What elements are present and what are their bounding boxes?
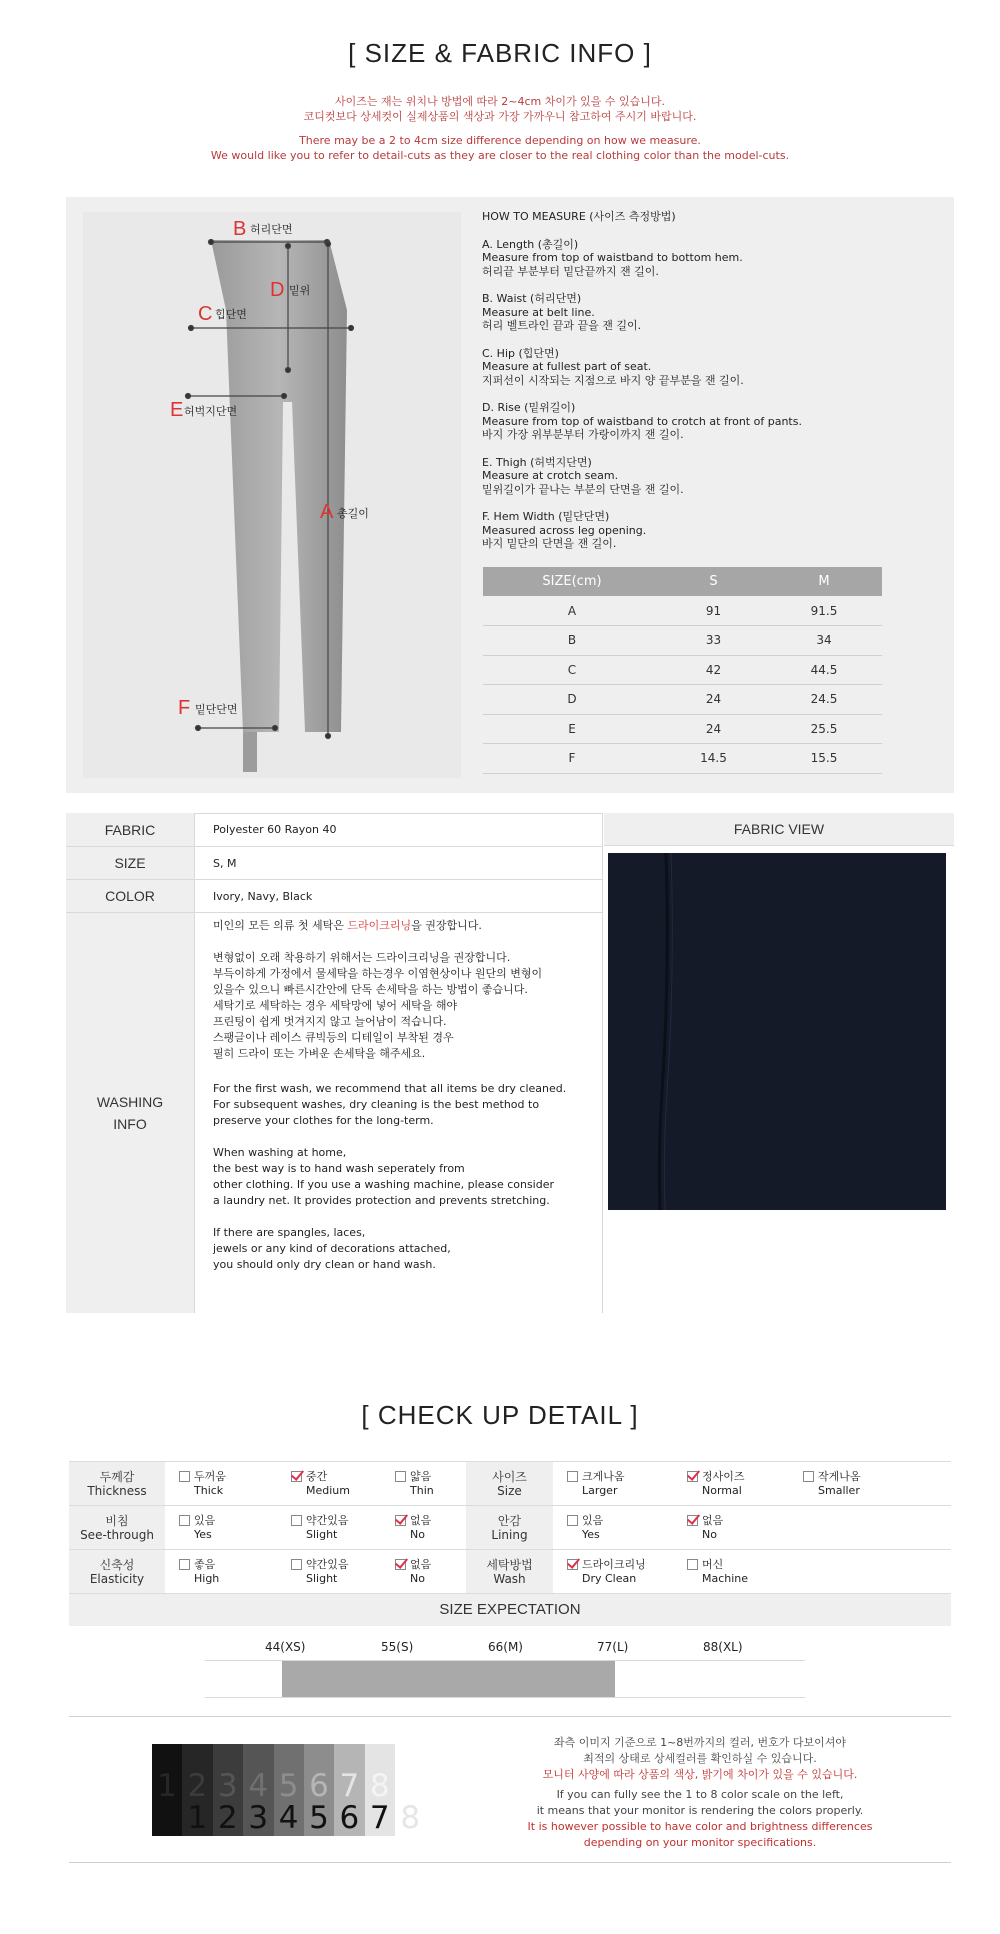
table-row (483, 714, 882, 744)
checkbox-smaller[interactable] (803, 1471, 814, 1482)
washing-en-line: For subsequent washes, dry cleaning is the best method to (213, 1098, 540, 1111)
table-cell: D (483, 685, 661, 715)
hanger-stand (243, 732, 257, 772)
color-scale-cell (274, 1744, 304, 1836)
check-row-thickness-size (69, 1462, 951, 1506)
washing-label-line: INFO (113, 1116, 147, 1132)
page-title: [ SIZE & FABRIC INFO ] (348, 38, 652, 68)
color-scale-cell (304, 1744, 334, 1836)
washing-en-line: a laundry net. It provides protection and prevents stretching. (213, 1194, 550, 1207)
color-scale-number: 5 (309, 1800, 329, 1836)
size-value: S, M (213, 857, 237, 870)
color-scale-cell (243, 1744, 273, 1836)
label-e-text: 허벅지단면 (184, 405, 238, 418)
checkbox-yes[interactable] (179, 1515, 190, 1526)
table-cell: 15.5 (766, 744, 882, 774)
color-value: Ivory, Navy, Black (213, 890, 313, 903)
color-scale-number: 8 (369, 1768, 390, 1804)
thickness-label: 두께감 Thickness (69, 1462, 165, 1506)
note-en-warning: depending on your monitor specifications. (583, 1836, 817, 1849)
check-up-table (69, 1461, 951, 1594)
how-to-measure-heading: HOW TO MEASURE (사이즈 측정방법) (482, 210, 676, 223)
size-range-bar (282, 1661, 615, 1697)
guide-en: Measure from top of waistband to bottom hem. (482, 251, 743, 264)
fabric-swatch (608, 853, 946, 1210)
table-cell: 91 (661, 596, 766, 626)
color-scale-number: 4 (248, 1768, 269, 1804)
guide-item (482, 510, 942, 551)
empty-cell (789, 1550, 951, 1594)
guide-kr: 허리 벨트라인 끝과 끝을 잰 길이. (482, 319, 642, 332)
table-cell: C (483, 655, 661, 685)
checkbox-larger[interactable] (567, 1471, 578, 1482)
see-through-label: 비침 See-through (69, 1506, 165, 1550)
guide-en: Measured across leg opening. (482, 523, 647, 537)
checkbox-normal-checked[interactable] (687, 1471, 698, 1482)
washing-en-line: preserve your clothes for the long-term. (213, 1114, 434, 1127)
size-label-xs: 44(XS) (265, 1640, 306, 1654)
guide-en: Measure from top of waistband to crotch at front of pants. (482, 414, 802, 428)
color-scale-cell (365, 1744, 395, 1836)
option-lining-yes[interactable]: 있음 Yes (553, 1506, 673, 1550)
washing-kr-line: 변형없이 오래 착용하기 위해서는 드라이크리닝을 권장합니다. (213, 951, 511, 964)
table-cell: 14.5 (661, 744, 766, 774)
size-label-xl: 88(XL) (703, 1640, 743, 1654)
guide-en: Measure at crotch seam. (482, 469, 619, 482)
label-b-text: 허리단면 (250, 223, 293, 236)
checkbox-elastic-no-checked[interactable] (395, 1559, 406, 1570)
label-a-text: 총길이 (337, 507, 369, 520)
color-scale-cell (152, 1744, 182, 1836)
washing-first-pre: 미인의 모든 의류 첫 세탁은 (213, 919, 348, 932)
washing-kr-line: 스팽글이나 레이스 큐빅등의 디테일이 부착된 경우 (213, 1031, 454, 1044)
option-elastic-slight[interactable]: 약간있음 Slight (277, 1550, 395, 1594)
guide-en: Measure at belt line. (482, 305, 595, 319)
guide-kr: 바지 밑단의 단면을 잰 길이. (482, 537, 617, 550)
option-thin[interactable]: 얇음 Thin (395, 1462, 466, 1506)
note-kr-line: 좌측 이미지 기준으로 1~8번까지의 컬러, 번호가 다보이셔야 (553, 1736, 847, 1749)
table-row (483, 655, 882, 685)
fabric-info-section (66, 813, 954, 1313)
washing-en-line: jewels or any kind of decorations attached, (213, 1242, 451, 1255)
washing-label-line: WASHING (96, 1094, 164, 1110)
table-cell: 42 (661, 655, 766, 685)
color-scale-number: 1 (187, 1800, 208, 1836)
option-dry-clean[interactable]: 드라이크리닝 Dry Clean (553, 1550, 673, 1594)
size-table-header (483, 567, 882, 596)
checkbox-thick[interactable] (179, 1471, 190, 1482)
color-scale-cell (334, 1744, 364, 1836)
color-label: COLOR (66, 880, 194, 912)
guide-title: F. Hem Width (밑단단면) (482, 510, 610, 523)
table-cell: 25.5 (766, 714, 882, 744)
option-slight[interactable]: 약간있음 Slight (277, 1506, 395, 1550)
measure-section (66, 197, 954, 793)
washing-kr-line: 부득이하게 가정에서 물세탁을 하는경우 이염현상이나 원단의 변형이 (213, 967, 543, 980)
pants-diagram (83, 212, 461, 778)
color-scale-number: 7 (339, 1768, 360, 1804)
washing-kr-line: 필히 드라이 또는 가벼운 손세탁을 해주세요. (213, 1047, 426, 1060)
option-thick[interactable]: 두꺼움 Thick (165, 1462, 277, 1506)
color-scale-number: 2 (187, 1768, 208, 1804)
guide-item (482, 456, 942, 497)
guide-title: B. Waist (허리단면) (482, 292, 582, 305)
note-en-line: If you can fully see the 1 to 8 color scale on the left, (556, 1788, 844, 1801)
guide-title: D. Rise (밑위길이) (482, 401, 576, 414)
color-scale-number: 6 (339, 1800, 360, 1836)
washing-en-line: For the first wash, we recommend that all items be dry cleaned. (213, 1082, 567, 1095)
table-cell: B (483, 626, 661, 656)
header-cell: SIZE(cm) (483, 567, 661, 596)
table-cell: 24 (661, 714, 766, 744)
color-scale-number: 7 (369, 1800, 390, 1836)
table-cell: 34 (766, 626, 882, 656)
guide-kr: 허리끝 부분부터 밑단끝까지 잰 길이. (482, 264, 659, 278)
color-scale-cell (395, 1744, 425, 1836)
size-label: SIZE (66, 847, 194, 879)
fabric-texture (608, 853, 946, 1210)
label-e-letter: E (170, 399, 184, 421)
size-notice-kr (0, 94, 1000, 124)
checkbox-thin[interactable] (395, 1471, 406, 1482)
label-c-text: 힙단면 (215, 308, 247, 321)
checkbox-medium-checked[interactable] (291, 1471, 302, 1482)
washing-kr-line: 있을수 있으니 빠른시간안에 단독 손세탁을 하는 방법이 좋습니다. (213, 983, 528, 996)
guide-kr: 밑위길이가 끝나는 부분의 단면을 잰 길이. (482, 482, 684, 496)
washing-first-post: 을 권장합니다. (411, 919, 482, 932)
table-cell: F (483, 744, 661, 774)
fabric-label: FABRIC (66, 813, 194, 846)
option-yes[interactable]: 있음 Yes (165, 1506, 277, 1550)
table-cell: 33 (661, 626, 766, 656)
check-up-title: [ CHECK UP DETAIL ] (361, 1400, 639, 1430)
table-cell: 44.5 (766, 655, 882, 685)
size-notice-en (0, 133, 1000, 163)
checkbox-slight[interactable] (291, 1515, 302, 1526)
dry-cleaning-highlight: 드라이크리닝 (347, 919, 412, 932)
label-d-letter: D (270, 279, 285, 301)
washing-en-line: If there are spangles, laces, (213, 1226, 366, 1239)
note-en-warning: It is however possible to have color and brightness differences (527, 1820, 873, 1833)
guide-kr: 바지 가장 위부분부터 가랑이까지 잰 길이. (482, 428, 684, 441)
lining-label: 안감 Lining (466, 1506, 553, 1550)
washing-info-label (66, 913, 194, 1313)
label-a-letter: A (320, 501, 334, 523)
color-scale-number: 2 (217, 1800, 238, 1836)
size-expectation-scale (205, 1640, 805, 1708)
guide-title: C. Hip (힙단면) (482, 346, 559, 360)
note-en-line: it means that your monitor is rendering the colors properly. (536, 1804, 864, 1817)
label-f-letter: F (178, 697, 191, 719)
size-label-s: 55(S) (381, 1640, 414, 1654)
header-cell: M (766, 567, 882, 596)
note-kr-warning: 모니터 사양에 따라 상품의 색상, 밝기에 차이가 있을 수 있습니다. (542, 1768, 858, 1781)
size-label-l: 77(L) (597, 1640, 629, 1654)
washing-en-line: you should only dry clean or hand wash. (213, 1258, 436, 1271)
checkbox-dry-clean-checked[interactable] (567, 1559, 578, 1570)
label-c-letter: C (198, 303, 213, 325)
fabric-view-label: FABRIC VIEW (604, 813, 954, 846)
size-label-m: 66(M) (488, 1640, 523, 1654)
color-scale-number: 3 (248, 1800, 269, 1836)
wash-label: 세탁방법 Wash (466, 1550, 553, 1594)
label-d-text: 밑위 (289, 284, 311, 297)
empty-cell (789, 1506, 951, 1550)
notice-line: 사이즈는 재는 위치나 방법에 따라 2~4cm 차이가 있을 수 있습니다. (335, 95, 665, 108)
option-normal[interactable]: 정사이즈 Normal (673, 1462, 789, 1506)
notice-line: We would like you to refer to detail-cuts as they are closer to the real clothing color than the model-cuts. (210, 149, 790, 162)
color-scale-number: 3 (217, 1768, 238, 1804)
table-cell: 24 (661, 685, 766, 715)
table-row (483, 685, 882, 715)
washing-kr-line: 프린팅이 쉽게 벗겨지지 않고 늘어남이 적습니다. (213, 1015, 447, 1028)
washing-first-line (213, 918, 593, 934)
label-b-letter: B (233, 218, 247, 240)
elasticity-label: 신축성 Elasticity (69, 1550, 165, 1594)
checkbox-high[interactable] (179, 1559, 190, 1570)
option-lining-no[interactable]: 없음 No (673, 1506, 789, 1550)
color-scale-cell (182, 1744, 212, 1836)
checkbox-lining-no-checked[interactable] (687, 1515, 698, 1526)
guide-item (482, 347, 942, 388)
color-scale-number: 8 (400, 1800, 421, 1836)
washing-kr-line: 세탁기로 세탁하는 경우 세탁망에 넣어 세탁을 해야 (213, 999, 458, 1012)
guide-item (482, 238, 942, 279)
option-high[interactable]: 좋음 High (165, 1550, 277, 1594)
checkbox-machine[interactable] (687, 1559, 698, 1570)
option-elastic-no[interactable]: 없음 No (395, 1550, 466, 1594)
checkbox-elastic-slight[interactable] (291, 1559, 302, 1570)
checkbox-lining-yes[interactable] (567, 1515, 578, 1526)
fabric-value: Polyester 60 Rayon 40 (213, 823, 337, 836)
washing-en-line: other clothing. If you use a washing machine, please consider (213, 1178, 555, 1191)
size-table (483, 567, 882, 774)
guide-item (482, 401, 942, 442)
color-scale-cell (213, 1744, 243, 1836)
guide-en: Measure at fullest part of seat. (482, 360, 652, 373)
table-cell: 24.5 (766, 685, 882, 715)
washing-en-line: the best way is to hand wash seperately from (213, 1162, 465, 1175)
table-row (483, 596, 882, 626)
option-smaller[interactable]: 작게나옴 Smaller (789, 1462, 951, 1506)
option-machine[interactable]: 머신 Machine (673, 1550, 789, 1594)
guide-title: A. Length (총길이) (482, 237, 579, 251)
check-row-seethrough-lining (69, 1506, 951, 1550)
option-medium[interactable]: 중간 Medium (277, 1462, 395, 1506)
note-kr-line: 최적의 상태로 상세컬러를 확인하실 수 있습니다. (583, 1752, 817, 1765)
header-cell: S (661, 567, 766, 596)
how-to-measure (482, 210, 942, 565)
table-row (483, 744, 882, 774)
monitor-color-scale (152, 1744, 426, 1836)
option-larger[interactable]: 크게나옴 Larger (553, 1462, 673, 1506)
guide-kr: 지퍼선이 시작되는 지점으로 바지 양 끝부분을 잰 길이. (482, 373, 744, 387)
table-row (483, 626, 882, 656)
table-cell: A (483, 596, 661, 626)
guide-item (482, 292, 942, 333)
color-scale-number: 5 (278, 1768, 299, 1804)
color-scale-number: 1 (157, 1768, 177, 1804)
table-cell: 91.5 (766, 596, 882, 626)
washing-instructions (213, 918, 593, 1273)
notice-line: 코디컷보다 상세컷이 실제상품의 색상과 가장 가까우니 참고하여 주시기 바랍니다. (303, 110, 697, 123)
color-scale-note (470, 1735, 930, 1851)
size-fit-label: 사이즈 Size (466, 1462, 553, 1506)
check-row-elasticity-wash (69, 1550, 951, 1594)
size-expectation-heading: SIZE EXPECTATION (69, 1594, 951, 1626)
color-scale-number: 4 (278, 1800, 299, 1836)
table-cell: E (483, 714, 661, 744)
label-f-text: 밑단단면 (195, 703, 238, 716)
color-scale-number: 6 (309, 1768, 329, 1804)
guide-title: E. Thigh (허벅지단면) (482, 455, 592, 469)
notice-line: There may be a 2 to 4cm size difference depending on how we measure. (299, 134, 701, 147)
checkbox-no-checked[interactable] (395, 1515, 406, 1526)
washing-en-line: When washing at home, (213, 1146, 347, 1159)
option-no[interactable]: 없음 No (395, 1506, 466, 1550)
